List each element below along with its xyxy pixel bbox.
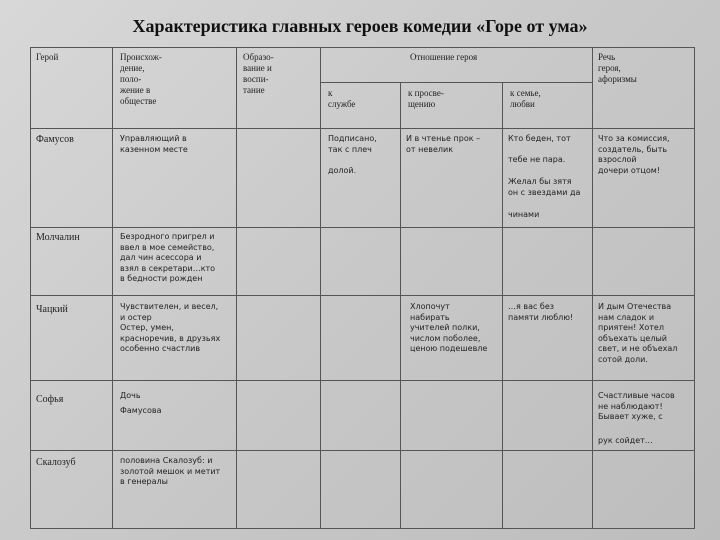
chatsky-family: …я вас без памяти люблю! [508, 302, 574, 322]
row-line [30, 227, 694, 228]
table-border-right [694, 47, 695, 529]
chatsky-speech: И дым Отечества нам сладок и приятен! Хотел объехать целый свет, и не объехал сотой доли. [598, 302, 678, 364]
famusov-family-quote: Желал бы зятя он с звездами да [508, 177, 581, 197]
column-line [112, 47, 113, 529]
column-line [592, 47, 593, 529]
molchalin-origin: Безродного пригрел и ввел в мое семейство, дал чин асессора и взял в секретари…кто в бедности рожден [120, 232, 216, 283]
famusov-speech: Что за комиссия, создатель, быть взрослой дочери отцом! [598, 134, 670, 175]
column-line [320, 47, 321, 529]
sofya-speech-end: рук сойдет… [598, 436, 653, 445]
famusov-family-end: чинами [508, 210, 540, 219]
famusov-family: Кто беден, тот тебе не пара. [508, 134, 571, 164]
famusov-service: Подписано, так с плеч долой. [328, 134, 377, 175]
row-name-skalozub: Скалозуб [36, 457, 76, 468]
header-speech: Речь героя, афоризмы [598, 52, 637, 84]
table-border-top [30, 47, 694, 48]
page-title: Характеристика главных героев комедии «Горе от ума» [132, 16, 588, 36]
header-education: Образо- вание и воспи- тание [243, 52, 274, 95]
row-line [30, 450, 694, 451]
header-hero: Герой [36, 52, 59, 62]
chatsky-origin: Чувствителен, и весел, и остер Остер, умен, красноречив, в друзьях особенно счастлив [120, 302, 221, 353]
header-to-enlightenment: к просве- щению [408, 88, 444, 109]
header-origin: Происхож- дение, поло- жение в обществе [120, 52, 162, 106]
column-line [502, 82, 503, 529]
famusov-origin: Управляющий в казенном месте [120, 134, 188, 154]
table-border-bottom [30, 528, 694, 529]
row-name-sofya: Софья [36, 394, 64, 405]
row-name-chatsky: Чацкий [36, 304, 68, 315]
row-name-molchalin: Молчалин [36, 232, 80, 243]
sofya-speech: Счастливые часов не наблюдают! Бывает хуже, с [598, 391, 675, 421]
chatsky-enlightenment: Хлопочут набирать учителей полки, числом поболее, ценою подешевле [410, 302, 488, 353]
row-name-famusov: Фамусов [36, 134, 74, 145]
header-attitude: Отношение героя [410, 52, 478, 62]
row-line [30, 295, 694, 296]
column-line [400, 82, 401, 529]
skalozub-origin: половина Скалозуб: и золотой мешок и метит в генералы [120, 456, 221, 486]
sofya-origin-cont: Фамусова [120, 406, 162, 415]
header-to-family: к семье, любви [510, 88, 541, 109]
sofya-origin: Дочь [120, 391, 141, 400]
row-line [30, 128, 694, 129]
attitude-subheader-line [320, 82, 592, 83]
header-to-service: к службе [328, 88, 356, 109]
column-line [236, 47, 237, 529]
table-border-left [30, 47, 31, 529]
row-line [30, 380, 694, 381]
famusov-enlightenment: И в чтенье прок – от невелик [406, 134, 481, 154]
